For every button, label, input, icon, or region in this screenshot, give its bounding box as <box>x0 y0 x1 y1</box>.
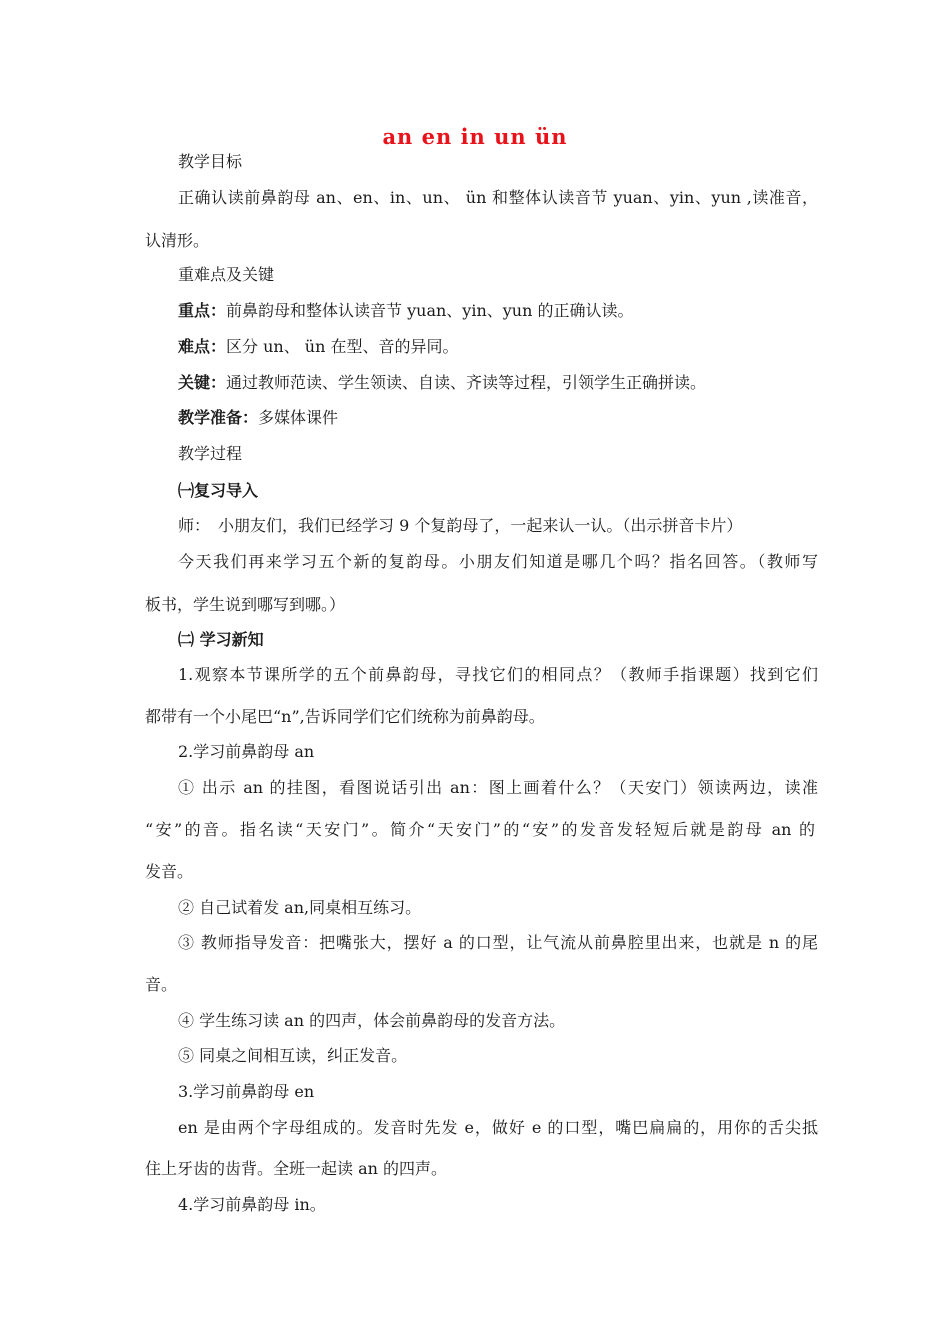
key-point-text: 前鼻韵母和整体认读音节 yuan、yin、yun 的正确认读。 <box>226 301 634 320</box>
paragraph-an-1: ① 出示 an 的挂图，看图说话引出 an：图上画着什么？（天安门）领读两边，读准 <box>178 778 818 797</box>
paragraph-teacher: 师： 小朋友们，我们已经学习 9 个复韵母了，一起来认一认。（出示拼音卡片） <box>178 516 743 535</box>
paragraph-an-3: ③ 教师指导发音：把嘴张大，摆好 a 的口型，让气流从前鼻腔里出来，也就是 n 的尾 <box>178 933 818 952</box>
paragraph-an-1-end: 发音。 <box>145 862 194 881</box>
paragraph-an-2: ② 自己试着发 an,同桌相互练习。 <box>178 898 422 917</box>
document-title: an en in un ün <box>382 124 568 149</box>
paragraph-an-5: ⑤ 同桌之间相互读，纠正发音。 <box>178 1046 408 1065</box>
paragraph-today: 今天我们再来学习五个新的复韵母。小朋友们知道是哪几个吗？指名回答。（教师写 <box>178 552 818 571</box>
heading-key-points: 重难点及关键 <box>178 265 275 284</box>
subheading-an: 2.学习前鼻韵母 an <box>178 742 315 761</box>
subheading-in: 4.学习前鼻韵母 in。 <box>178 1195 326 1214</box>
paragraph-today-cont: 板书，学生说到哪写到哪。） <box>145 595 346 614</box>
paragraph-goals: 正确认读前鼻韵母 an、en、in、un、 ün 和整体认读音节 yuan、yin、yun ,读准音， <box>178 188 818 207</box>
paragraph-goals-cont: 认清形。 <box>145 231 210 250</box>
section-new-knowledge: ㈡ 学习新知 <box>178 630 264 649</box>
preparation-text: 多媒体课件 <box>258 408 339 427</box>
paragraph-step1-cont: 都带有一个小尾巴“n”,告诉同学们它们统称为前鼻韵母。 <box>145 707 545 726</box>
paragraph-an-1-cont: “安”的音。指名读“天安门”。简介“天安门”的“安”的发音发轻短后就是韵母 an 的 <box>145 820 815 839</box>
difficulty-label: 难点： <box>178 337 227 356</box>
key-point-line <box>178 301 818 321</box>
section-review: ㈠复习导入 <box>178 481 259 500</box>
preparation-line <box>178 408 818 428</box>
difficulty-line <box>178 337 818 357</box>
paragraph-en-cont: 住上牙齿的齿背。全班一起读 an 的四声。 <box>145 1159 448 1178</box>
paragraph-an-4: ④ 学生练习读 an 的四声，体会前鼻韵母的发音方法。 <box>178 1011 566 1030</box>
preparation-label: 教学准备： <box>178 408 259 427</box>
key-text: 通过教师范读、学生领读、自读、齐读等过程，引领学生正确拼读。 <box>226 373 707 392</box>
subheading-en: 3.学习前鼻韵母 en <box>178 1082 315 1101</box>
heading-teaching-process: 教学过程 <box>178 444 243 463</box>
difficulty-text: 区分 un、 ün 在型、音的异同。 <box>226 337 459 356</box>
heading-teaching-goals: 教学目标 <box>178 152 243 171</box>
paragraph-an-3-end: 音。 <box>145 975 178 994</box>
key-line <box>178 373 818 393</box>
paragraph-en: en 是由两个字母组成的。发音时先发 e，做好 e 的口型，嘴巴扁扁的，用你的舌尖抵 <box>178 1118 818 1137</box>
key-label: 关键： <box>178 373 227 392</box>
paragraph-step1: 1.观察本节课所学的五个前鼻韵母，寻找它们的相同点？（教师手指课题）找到它们 <box>178 665 818 684</box>
key-point-label: 重点： <box>178 301 227 320</box>
